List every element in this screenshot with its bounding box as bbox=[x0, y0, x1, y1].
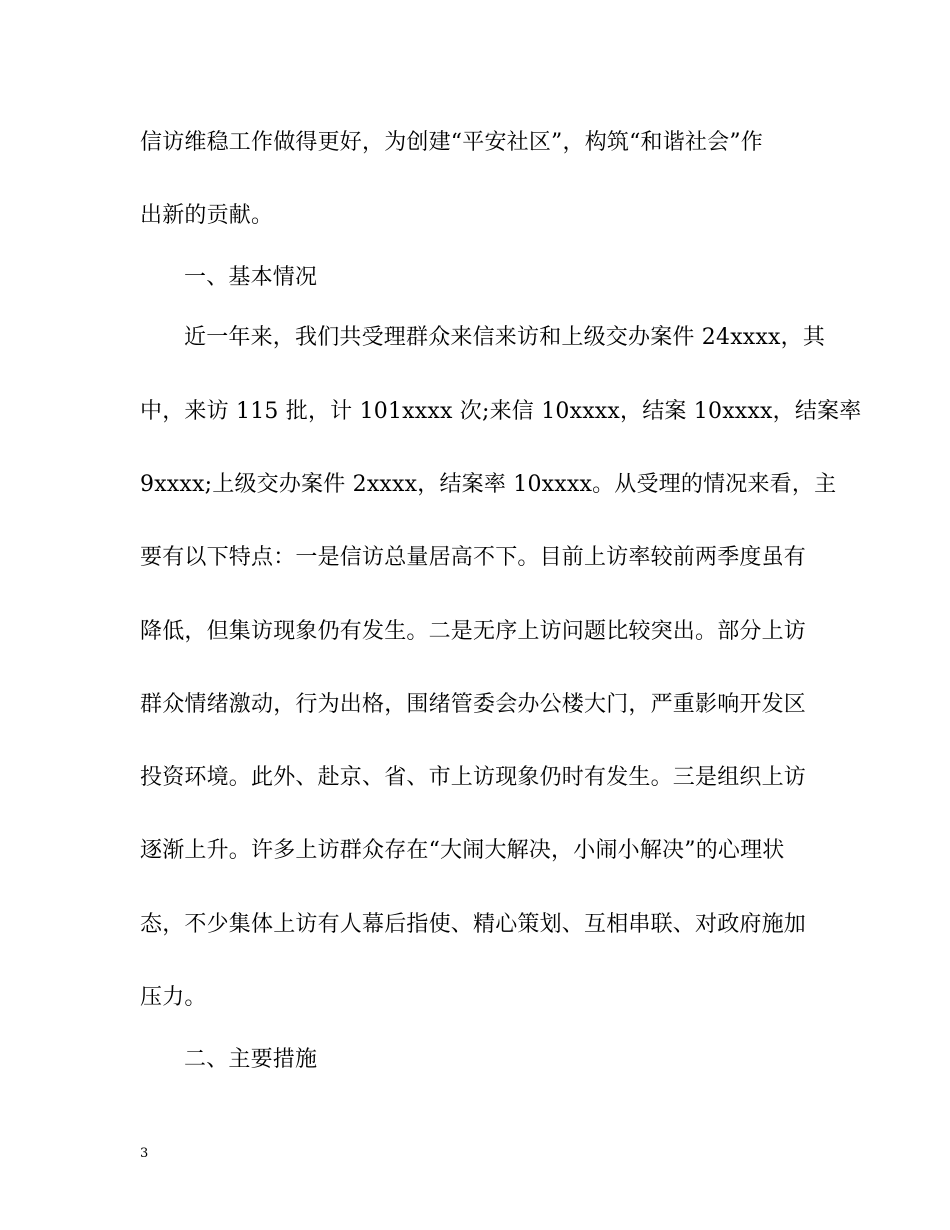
page-number: 3 bbox=[140, 1146, 149, 1161]
text-line-2: 出新的贡献。 bbox=[140, 203, 274, 228]
text-line-8: 降低，但集访现象仍有发生。二是无序上访问题比较突出。部分上访 bbox=[140, 619, 807, 644]
text-line-11: 逐渐上升。许多上访群众存在“大闹大解决，小闹小解决”的心理状 bbox=[140, 838, 785, 863]
text-line-1: 信访维稳工作做得更好，为创建“平安社区”，构筑“和谐社会”作 bbox=[140, 130, 763, 155]
text-line-6: 9xxxx;上级交办案件 2xxxx，结案率 10xxxx。从受理的情况来看，主 bbox=[140, 472, 837, 497]
section-heading-basic-situation: 一、基本情况 bbox=[184, 265, 318, 290]
text-line-10: 投资环境。此外、赴京、省、市上访现象仍时有发生。三是组织上访 bbox=[140, 765, 807, 790]
text-line-7: 要有以下特点：一是信访总量居高不下。目前上访率较前两季度虽有 bbox=[140, 545, 807, 570]
text-line-13: 压力。 bbox=[140, 985, 207, 1010]
text-line-9: 群众情绪激动，行为出格，围绪管委会办公楼大门，严重影响开发区 bbox=[140, 692, 807, 717]
text-line-12: 态，不少集体上访有人幕后指使、精心策划、互相串联、对政府施加 bbox=[140, 912, 807, 937]
text-line-4: 近一年来，我们共受理群众来信来访和上级交办案件 24xxxx，其 bbox=[184, 325, 826, 350]
text-line-5: 中，来访 115 批，计 101xxxx 次;来信 10xxxx，结案 10xxxx，结案率 bbox=[140, 399, 862, 424]
section-heading-main-measures: 二、主要措施 bbox=[184, 1047, 318, 1072]
